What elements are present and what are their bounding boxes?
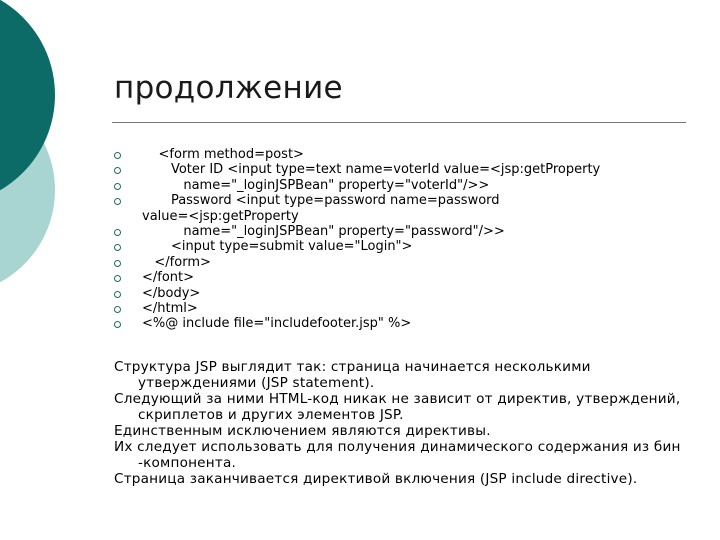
description-paragraph: Единственным исключением являются директивы. [114,423,491,439]
description-paragraph: Страница заканчивается директивой включения (JSP include directive). [114,471,638,487]
code-line: </html> [114,301,694,316]
description-paragraph: Их следует использовать для получения динамического содержания из бин -компонента. [114,439,681,471]
bullet-icon [114,244,121,251]
code-line: name="_loginJSPBean" property="voterId"/>> [114,178,694,193]
code-line: <input type=submit value="Login"> [114,239,694,254]
bullet-icon [114,229,121,236]
bullet-icon [114,152,121,159]
description-text [114,359,704,487]
bullet-icon [114,321,121,328]
code-line-continuation: value=<jsp:getProperty [142,208,299,224]
code-line: Voter ID <input type=text name=voterId value=<jsp:getProperty [114,162,694,177]
bullet-icon [114,198,121,205]
description-paragraph: Следующий за ними HTML-код никак не зависит от директив, утверждений, скриплетов и других элементов JSP. [114,391,681,423]
bullet-icon [114,260,121,267]
code-line: <form method=post> [114,147,694,162]
bullet-icon [114,167,121,174]
code-line: Password <input type=password name=password [114,193,694,208]
code-line: </body> [114,286,694,301]
slide-title: продолжение [114,70,343,106]
code-line: </font> [114,270,694,285]
description-paragraph: Структура JSP выглядит так: страница начинается несколькими утверждениями (JSP statement). [114,359,591,391]
bullet-icon [114,291,121,298]
bullet-icon [114,183,121,190]
code-line: <%@ include file="includefooter.jsp" %> [114,316,694,331]
code-line: name="_loginJSPBean" property="password"/>> [114,224,694,239]
bullet-icon [114,275,121,282]
title-divider [112,122,686,123]
decorative-circles [0,0,120,300]
code-listing [114,147,694,332]
code-line: </form> [114,255,694,270]
bullet-icon [114,306,121,313]
